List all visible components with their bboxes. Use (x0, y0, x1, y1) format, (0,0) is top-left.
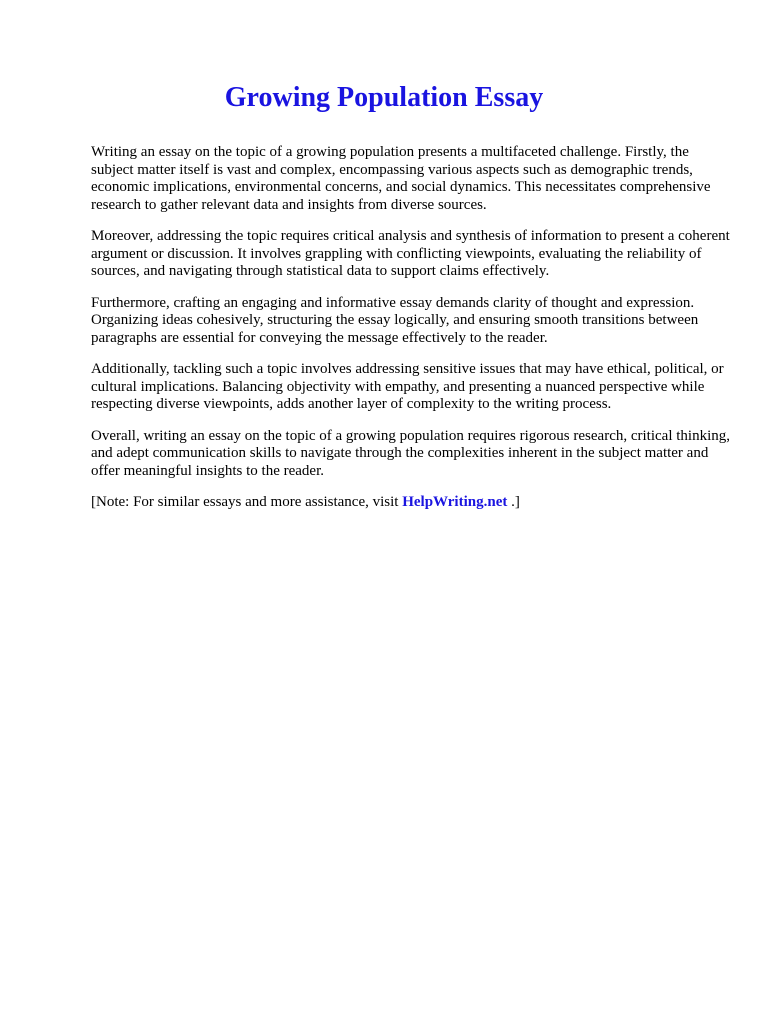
paragraph-1: Writing an essay on the topic of a growing population presents a multifaceted challenge. Firstly, the subject matter itself is vast and complex, encompassing various aspects such as demographic trends, economic implications, environmental concerns, and social dynamics. This necessitates comprehensive research to gather relevant data and insights from diverse sources. (91, 144, 711, 213)
note-paragraph (91, 494, 731, 512)
page-title: Growing Population Essay (224, 82, 544, 113)
essay-body (91, 144, 731, 526)
paragraph-2: Moreover, addressing the topic requires critical analysis and synthesis of information to present a coherent argument or discussion. It involves grappling with conflicting viewpoints, evaluating the reliability of sources, and navigating through statistical data to support claims effectively. (91, 228, 730, 279)
note-prefix: [Note: For similar essays and more assistance, visit (91, 494, 403, 510)
helpwriting-link[interactable]: HelpWriting.net (402, 494, 508, 510)
paragraph-3: Furthermore, crafting an engaging and informative essay demands clarity of thought and expression. Organizing ideas cohesively, structuring the essay logically, and ensuring smooth transitions between paragraphs are essential for conveying the message effectively to the reader. (91, 294, 699, 346)
note-suffix: .] (507, 494, 520, 510)
paragraph-5: Overall, writing an essay on the topic of a growing population requires rigorous research, critical thinking, and adept communication skills to navigate through the complexities inherent in the subject matter and offer meaningful insights to the reader. (91, 427, 730, 479)
paragraph-4: Additionally, tackling such a topic involves addressing sensitive issues that may have ethical, political, or cultural implications. Balancing objectivity with empathy, and presenting a nuanced perspective while respecting diverse viewpoints, adds another layer of complexity to the writing process. (91, 361, 724, 412)
